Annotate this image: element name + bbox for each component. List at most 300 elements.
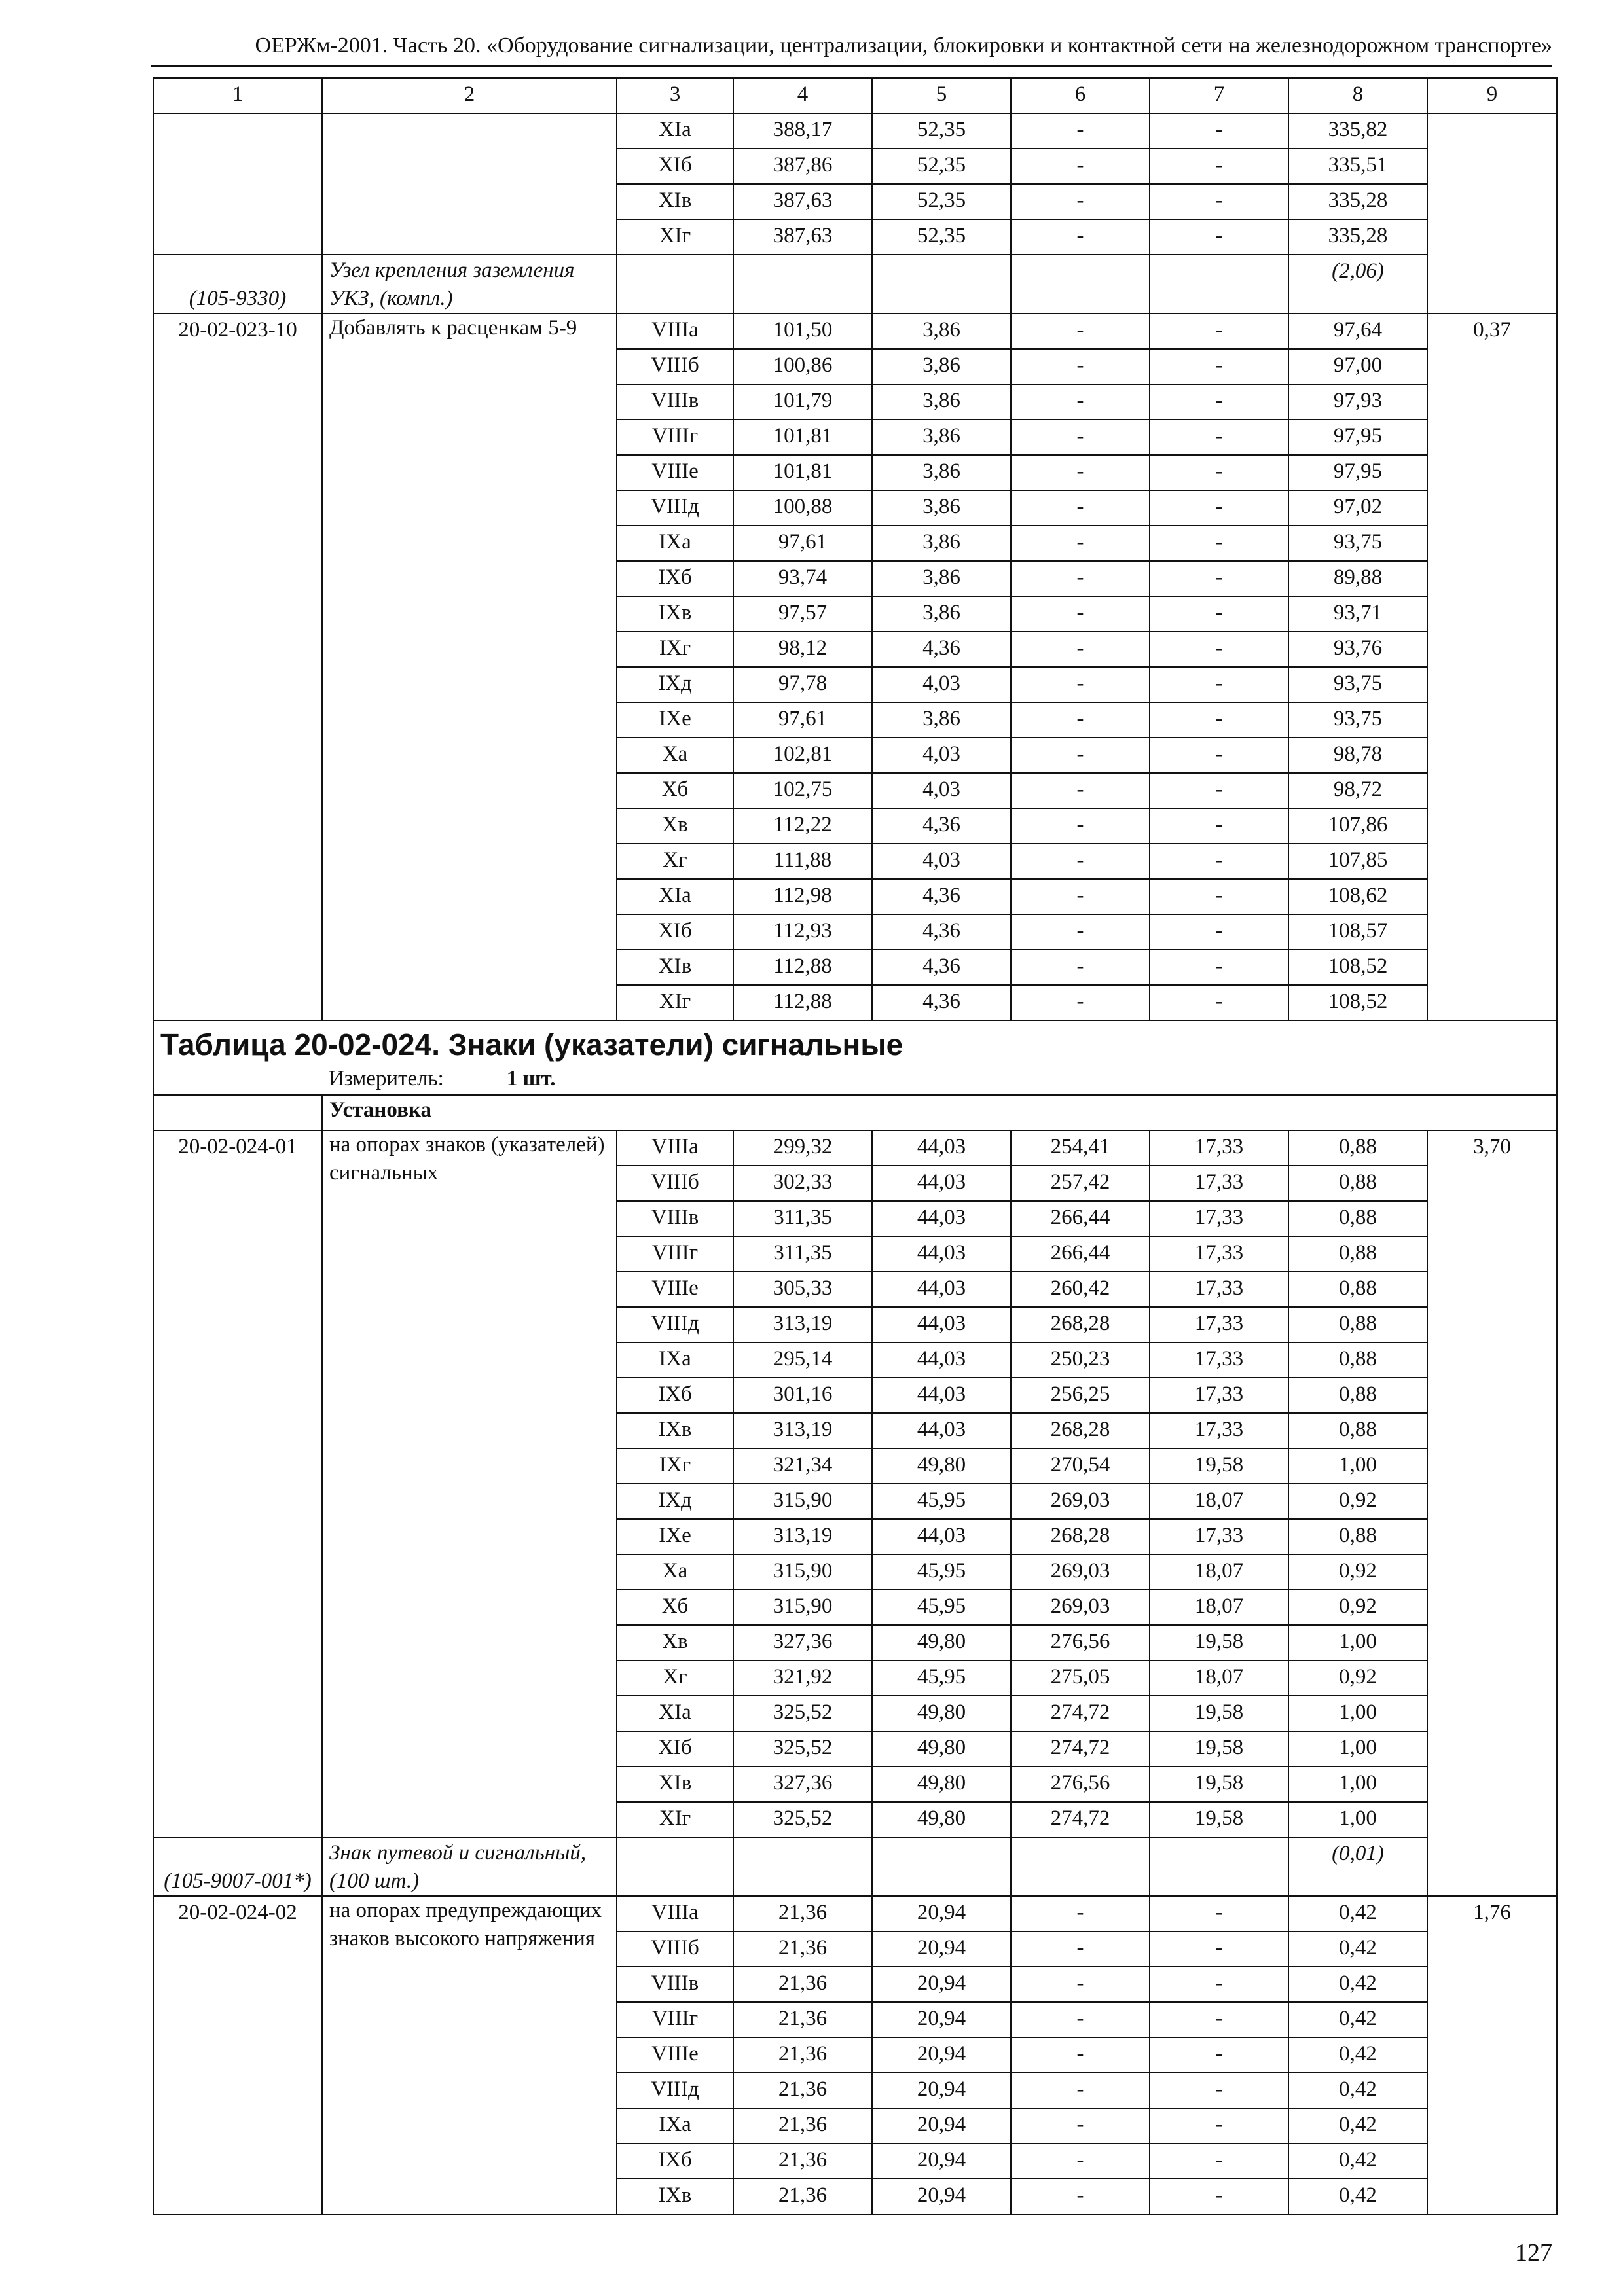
cell-machinist-wages: 19,58 [1150, 1625, 1288, 1660]
cell-total: 93,74 [733, 561, 872, 596]
empty-cell [1011, 255, 1150, 314]
cell-wages: 4,03 [872, 667, 1011, 702]
cell-machines: - [1011, 1967, 1150, 2002]
cell-region: IXв [617, 596, 733, 632]
cell-total: 21,36 [733, 2108, 872, 2144]
material-name: Знак путевой и сигнальный, (100 шт.) [322, 1837, 617, 1896]
cell-wages: 4,03 [872, 738, 1011, 773]
cell-materials: 335,28 [1288, 184, 1427, 219]
cell-region: Xг [617, 1660, 733, 1696]
cell-wages: 4,03 [872, 773, 1011, 808]
cell-region: XIв [617, 184, 733, 219]
cell-wages: 3,86 [872, 596, 1011, 632]
cell-materials: 97,95 [1288, 455, 1427, 490]
cell-region: Xг [617, 844, 733, 879]
cell-machinist-wages: 17,33 [1150, 1272, 1288, 1307]
cell-machinist-wages: 19,58 [1150, 1696, 1288, 1731]
cell-total: 313,19 [733, 1307, 872, 1342]
cell-materials: 93,75 [1288, 702, 1427, 738]
cell-region: IXв [617, 1413, 733, 1448]
cell-machinist-wages: 17,33 [1150, 1307, 1288, 1342]
cell-total: 327,36 [733, 1767, 872, 1802]
cell-wages: 52,35 [872, 149, 1011, 184]
column-number-row [153, 78, 1557, 113]
cell-machines: 266,44 [1011, 1236, 1150, 1272]
cell-region: VIIIа [617, 1896, 733, 1931]
cell-machines: 250,23 [1011, 1342, 1150, 1378]
cell-materials: 1,00 [1288, 1448, 1427, 1484]
cell-wages: 3,86 [872, 455, 1011, 490]
cell-machines: 275,05 [1011, 1660, 1150, 1696]
cell-total: 305,33 [733, 1272, 872, 1307]
cell-region: VIIIе [617, 2037, 733, 2073]
cell-machinist-wages: - [1150, 455, 1288, 490]
cell-wages: 20,94 [872, 2179, 1011, 2214]
cell-machines: - [1011, 1931, 1150, 1967]
cell-total: 388,17 [733, 113, 872, 149]
cell-region: VIIIб [617, 1166, 733, 1201]
cell-machines: 269,03 [1011, 1590, 1150, 1625]
cell-machines: - [1011, 2037, 1150, 2073]
cell-materials: 93,76 [1288, 632, 1427, 667]
cell-wages: 3,86 [872, 490, 1011, 526]
cell-machinist-wages: 17,33 [1150, 1166, 1288, 1201]
cell-region: VIIIг [617, 1236, 733, 1272]
cell-wages: 52,35 [872, 219, 1011, 255]
material-code: (105-9330) [153, 255, 322, 314]
cell-region: Xа [617, 1554, 733, 1590]
cell-machines: - [1011, 773, 1150, 808]
cell-machinist-wages: - [1150, 2144, 1288, 2179]
cell-machinist-wages: - [1150, 702, 1288, 738]
cell-total: 112,93 [733, 914, 872, 950]
cell-materials: 0,88 [1288, 1342, 1427, 1378]
labor-cost: 3,70 [1427, 1130, 1557, 1896]
cell-wages: 49,80 [872, 1625, 1011, 1660]
cell-materials: 335,51 [1288, 149, 1427, 184]
cell-machinist-wages: - [1150, 149, 1288, 184]
cell-region: IXб [617, 2144, 733, 2179]
cell-total: 97,61 [733, 702, 872, 738]
cell-materials: 0,92 [1288, 1484, 1427, 1519]
cell-machinist-wages: 19,58 [1150, 1448, 1288, 1484]
cell-machines: - [1011, 596, 1150, 632]
cell-machinist-wages: 18,07 [1150, 1484, 1288, 1519]
cell-machines: - [1011, 844, 1150, 879]
cell-total: 295,14 [733, 1342, 872, 1378]
empty-cell [872, 1837, 1011, 1896]
cell-total: 21,36 [733, 2037, 872, 2073]
cell-machines: - [1011, 113, 1150, 149]
cell-wages: 44,03 [872, 1307, 1011, 1342]
cell-machinist-wages: 19,58 [1150, 1802, 1288, 1837]
cell-total: 101,81 [733, 455, 872, 490]
cell-materials: 97,95 [1288, 420, 1427, 455]
cell-total: 112,88 [733, 950, 872, 985]
cell-machinist-wages: - [1150, 596, 1288, 632]
cell-materials: 97,93 [1288, 384, 1427, 420]
cell-wages: 20,94 [872, 2144, 1011, 2179]
cell-wages: 44,03 [872, 1201, 1011, 1236]
column-number: 7 [1150, 78, 1288, 113]
column-number: 1 [153, 78, 322, 113]
cell-materials: 97,00 [1288, 349, 1427, 384]
cell-total: 321,92 [733, 1660, 872, 1696]
cell-total: 321,34 [733, 1448, 872, 1484]
cell-total: 112,22 [733, 808, 872, 844]
cell-machinist-wages: - [1150, 490, 1288, 526]
cell-total: 315,90 [733, 1590, 872, 1625]
cell-region: IXа [617, 526, 733, 561]
cell-materials: 93,71 [1288, 596, 1427, 632]
cell-wages: 4,36 [872, 808, 1011, 844]
cell-region: IXе [617, 1519, 733, 1554]
cell-machinist-wages: 18,07 [1150, 1660, 1288, 1696]
cell-materials: 0,42 [1288, 2108, 1427, 2144]
cell-region: VIIIб [617, 1931, 733, 1967]
cell-total: 101,79 [733, 384, 872, 420]
cell-region: IXе [617, 702, 733, 738]
cell-materials: 0,42 [1288, 1967, 1427, 2002]
cell-machines: 274,72 [1011, 1731, 1150, 1767]
cell-materials: 1,00 [1288, 1625, 1427, 1660]
cell-wages: 3,86 [872, 420, 1011, 455]
cell-machinist-wages: 17,33 [1150, 1378, 1288, 1413]
cell-machinist-wages: - [1150, 844, 1288, 879]
cell-machinist-wages: 19,58 [1150, 1767, 1288, 1802]
cell-total: 313,19 [733, 1413, 872, 1448]
cell-region: XIв [617, 1767, 733, 1802]
cell-total: 325,52 [733, 1731, 872, 1767]
cell-wages: 3,86 [872, 384, 1011, 420]
cell-region: VIIIа [617, 1130, 733, 1166]
cell-wages: 44,03 [872, 1166, 1011, 1201]
cell-region: IXв [617, 2179, 733, 2214]
cell-materials: 93,75 [1288, 667, 1427, 702]
cell-machines: 276,56 [1011, 1625, 1150, 1660]
cell-total: 301,16 [733, 1378, 872, 1413]
cell-machinist-wages: - [1150, 526, 1288, 561]
rate-code: 20-02-024-02 [153, 1896, 322, 2214]
cell-region: VIIIа [617, 314, 733, 349]
cell-materials: 107,86 [1288, 808, 1427, 844]
cell-machinist-wages: - [1150, 667, 1288, 702]
cell-materials: 0,88 [1288, 1201, 1427, 1236]
cell-total: 21,36 [733, 1967, 872, 2002]
cell-wages: 52,35 [872, 184, 1011, 219]
cell-machinist-wages: 17,33 [1150, 1130, 1288, 1166]
cell-machinist-wages: - [1150, 2108, 1288, 2144]
header-text: ОЕРЖм-2001. Часть 20. «Оборудование сигнализации, централизации, блокировки и контактной сети на железнодорожном транспорте» [255, 33, 1552, 58]
cell-machinist-wages: 17,33 [1150, 1201, 1288, 1236]
cell-machinist-wages: 18,07 [1150, 1590, 1288, 1625]
column-number: 3 [617, 78, 733, 113]
cell-machines: 254,41 [1011, 1130, 1150, 1166]
cell-machinist-wages: - [1150, 2073, 1288, 2108]
cell-machines: 274,72 [1011, 1802, 1150, 1837]
cell-machines: - [1011, 2179, 1150, 2214]
cell-wages: 20,94 [872, 2002, 1011, 2037]
cell-wages: 20,94 [872, 1896, 1011, 1931]
cell-materials: 89,88 [1288, 561, 1427, 596]
cell-wages: 4,36 [872, 914, 1011, 950]
cell-wages: 4,36 [872, 632, 1011, 667]
cell-wages: 4,36 [872, 985, 1011, 1020]
cell-machines: 268,28 [1011, 1519, 1150, 1554]
rate-name [322, 113, 617, 255]
cell-machinist-wages: - [1150, 2179, 1288, 2214]
cell-total: 313,19 [733, 1519, 872, 1554]
cell-machines: - [1011, 490, 1150, 526]
empty-cell [1150, 1837, 1288, 1896]
cell-total: 101,81 [733, 420, 872, 455]
table-title: Таблица 20-02-024. Знаки (указатели) сигнальные [160, 1028, 903, 1062]
cell-machinist-wages: 18,07 [1150, 1554, 1288, 1590]
page-number: 127 [1515, 2239, 1552, 2267]
section-row [153, 1095, 1557, 1130]
cell-materials: 98,78 [1288, 738, 1427, 773]
measure-label: Измеритель: [329, 1067, 444, 1090]
empty-cell [617, 255, 733, 314]
empty-cell [617, 1837, 733, 1896]
cell-materials: 0,42 [1288, 2144, 1427, 2179]
cell-machines: - [1011, 950, 1150, 985]
cell-machinist-wages: - [1150, 420, 1288, 455]
cell-wages: 3,86 [872, 702, 1011, 738]
cell-total: 311,35 [733, 1201, 872, 1236]
cell-materials: 108,52 [1288, 985, 1427, 1020]
cell-materials: 0,92 [1288, 1660, 1427, 1696]
cell-machines: - [1011, 632, 1150, 667]
cell-region: VIIIв [617, 1967, 733, 2002]
rate-name: на опорах предупреждающих знаков высокого напряжения [322, 1896, 617, 2214]
cell-wages: 20,94 [872, 2073, 1011, 2108]
cell-total: 325,52 [733, 1802, 872, 1837]
rate-code [153, 113, 322, 255]
cell-materials: 93,75 [1288, 526, 1427, 561]
cell-region: Xв [617, 1625, 733, 1660]
measure-line [160, 1064, 1550, 1093]
empty-cell [733, 1837, 872, 1896]
cell-machines: - [1011, 149, 1150, 184]
cell-materials: 0,42 [1288, 1931, 1427, 1967]
cell-total: 311,35 [733, 1236, 872, 1272]
cell-machinist-wages: - [1150, 349, 1288, 384]
cell-materials: 1,00 [1288, 1767, 1427, 1802]
cell-machines: - [1011, 561, 1150, 596]
cell-wages: 45,95 [872, 1554, 1011, 1590]
cell-region: IXд [617, 667, 733, 702]
material-code: (105-9007-001*) [153, 1837, 322, 1896]
table-row [153, 1896, 1557, 1931]
cell-materials: 0,88 [1288, 1130, 1427, 1166]
cell-machinist-wages: - [1150, 561, 1288, 596]
cell-materials: 98,72 [1288, 773, 1427, 808]
cell-total: 325,52 [733, 1696, 872, 1731]
cell-machinist-wages: - [1150, 113, 1288, 149]
cell-machines: 269,03 [1011, 1484, 1150, 1519]
cell-wages: 3,86 [872, 526, 1011, 561]
cell-machines: 266,44 [1011, 1201, 1150, 1236]
cell-machinist-wages: - [1150, 808, 1288, 844]
cell-materials: 0,88 [1288, 1519, 1427, 1554]
cell-wages: 44,03 [872, 1342, 1011, 1378]
table-row [153, 1130, 1557, 1166]
column-number: 4 [733, 78, 872, 113]
cell-machinist-wages: - [1150, 773, 1288, 808]
cell-machines: 268,28 [1011, 1307, 1150, 1342]
cell-wages: 49,80 [872, 1802, 1011, 1837]
cell-total: 315,90 [733, 1554, 872, 1590]
cell-region: IXг [617, 1448, 733, 1484]
cell-machinist-wages: - [1150, 184, 1288, 219]
material-name: Узел крепления заземления УКЗ, (компл.) [322, 255, 617, 314]
cell-region: VIIIд [617, 490, 733, 526]
empty-cell [1011, 1837, 1150, 1896]
cell-machinist-wages: - [1150, 384, 1288, 420]
cell-machines: 256,25 [1011, 1378, 1150, 1413]
cell-wages: 44,03 [872, 1236, 1011, 1272]
rate-name: Добавлять к расценкам 5-9 [322, 314, 617, 1020]
cell-machines: - [1011, 384, 1150, 420]
rates-table-body [153, 78, 1557, 2214]
cell-machinist-wages: 17,33 [1150, 1236, 1288, 1272]
cell-wages: 49,80 [872, 1767, 1011, 1802]
cell-region: XIг [617, 985, 733, 1020]
cell-machines: - [1011, 420, 1150, 455]
cell-materials: 0,88 [1288, 1378, 1427, 1413]
cell-materials: 108,57 [1288, 914, 1427, 950]
cell-machinist-wages: - [1150, 1967, 1288, 2002]
cell-total: 112,98 [733, 879, 872, 914]
cell-machines: 269,03 [1011, 1554, 1150, 1590]
column-number: 8 [1288, 78, 1427, 113]
cell-machines: - [1011, 2144, 1150, 2179]
cell-region: XIа [617, 113, 733, 149]
cell-machinist-wages: - [1150, 879, 1288, 914]
cell-machines: - [1011, 2108, 1150, 2144]
column-number: 6 [1011, 78, 1150, 113]
cell-total: 97,61 [733, 526, 872, 561]
cell-machines: - [1011, 702, 1150, 738]
rates-table [153, 77, 1558, 2215]
cell-region: IXа [617, 2108, 733, 2144]
material-row [153, 255, 1557, 314]
material-qty: (0,01) [1288, 1837, 1427, 1896]
cell-region: VIIIд [617, 1307, 733, 1342]
cell-materials: 107,85 [1288, 844, 1427, 879]
cell-wages: 44,03 [872, 1413, 1011, 1448]
cell-materials: 1,00 [1288, 1696, 1427, 1731]
cell-region: XIа [617, 1696, 733, 1731]
cell-wages: 49,80 [872, 1696, 1011, 1731]
cell-region: IXа [617, 1342, 733, 1378]
cell-wages: 44,03 [872, 1519, 1011, 1554]
cell-machinist-wages: - [1150, 950, 1288, 985]
cell-region: IXб [617, 561, 733, 596]
cell-machines: 268,28 [1011, 1413, 1150, 1448]
column-number: 2 [322, 78, 617, 113]
cell-wages: 3,86 [872, 561, 1011, 596]
cell-region: Xа [617, 738, 733, 773]
cell-wages: 45,95 [872, 1484, 1011, 1519]
column-number: 5 [872, 78, 1011, 113]
cell-machinist-wages: - [1150, 1931, 1288, 1967]
cell-total: 302,33 [733, 1166, 872, 1201]
cell-materials: 0,88 [1288, 1307, 1427, 1342]
empty-cell [1150, 255, 1288, 314]
column-number: 9 [1427, 78, 1557, 113]
cell-materials: 0,88 [1288, 1166, 1427, 1201]
cell-machines: 276,56 [1011, 1767, 1150, 1802]
cell-materials: 0,42 [1288, 2179, 1427, 2214]
cell-materials: 97,64 [1288, 314, 1427, 349]
cell-total: 21,36 [733, 2179, 872, 2214]
cell-machinist-wages: 17,33 [1150, 1413, 1288, 1448]
cell-materials: 0,42 [1288, 2037, 1427, 2073]
labor-cost [1427, 113, 1557, 314]
cell-machinist-wages: - [1150, 2037, 1288, 2073]
cell-region: XIб [617, 149, 733, 184]
cell-wages: 45,95 [872, 1660, 1011, 1696]
page-header [151, 31, 1552, 67]
cell-machinist-wages: 17,33 [1150, 1342, 1288, 1378]
cell-total: 387,63 [733, 184, 872, 219]
cell-materials: 0,88 [1288, 1236, 1427, 1272]
cell-materials: 0,42 [1288, 2073, 1427, 2108]
cell-machines: - [1011, 808, 1150, 844]
cell-machinist-wages: - [1150, 914, 1288, 950]
cell-region: XIв [617, 950, 733, 985]
cell-region: VIIIе [617, 1272, 733, 1307]
cell-machines: - [1011, 349, 1150, 384]
cell-machines: - [1011, 455, 1150, 490]
cell-machinist-wages: - [1150, 314, 1288, 349]
cell-total: 21,36 [733, 2144, 872, 2179]
cell-materials: 108,62 [1288, 879, 1427, 914]
labor-cost: 0,37 [1427, 314, 1557, 1020]
material-row [153, 1837, 1557, 1896]
cell-materials: 0,42 [1288, 1896, 1427, 1931]
cell-machinist-wages: 19,58 [1150, 1731, 1288, 1767]
cell-machines: - [1011, 914, 1150, 950]
cell-region: VIIIв [617, 384, 733, 420]
cell-machines: - [1011, 184, 1150, 219]
table-title-cell [153, 1020, 1557, 1095]
labor-cost: 1,76 [1427, 1896, 1557, 2214]
cell-materials: 0,42 [1288, 2002, 1427, 2037]
cell-materials: 335,82 [1288, 113, 1427, 149]
cell-materials: 335,28 [1288, 219, 1427, 255]
cell-machines: - [1011, 314, 1150, 349]
cell-region: VIIIе [617, 455, 733, 490]
cell-machinist-wages: - [1150, 219, 1288, 255]
table-row [153, 314, 1557, 349]
cell-region: Xб [617, 773, 733, 808]
cell-wages: 4,03 [872, 844, 1011, 879]
cell-machinist-wages: - [1150, 1896, 1288, 1931]
cell-wages: 44,03 [872, 1378, 1011, 1413]
cell-machinist-wages: 17,33 [1150, 1519, 1288, 1554]
cell-region: XIб [617, 1731, 733, 1767]
cell-machines: - [1011, 526, 1150, 561]
cell-materials: 0,92 [1288, 1590, 1427, 1625]
rate-code: 20-02-023-10 [153, 314, 322, 1020]
cell-total: 327,36 [733, 1625, 872, 1660]
cell-machinist-wages: - [1150, 738, 1288, 773]
table-row [153, 113, 1557, 149]
cell-wages: 49,80 [872, 1448, 1011, 1484]
